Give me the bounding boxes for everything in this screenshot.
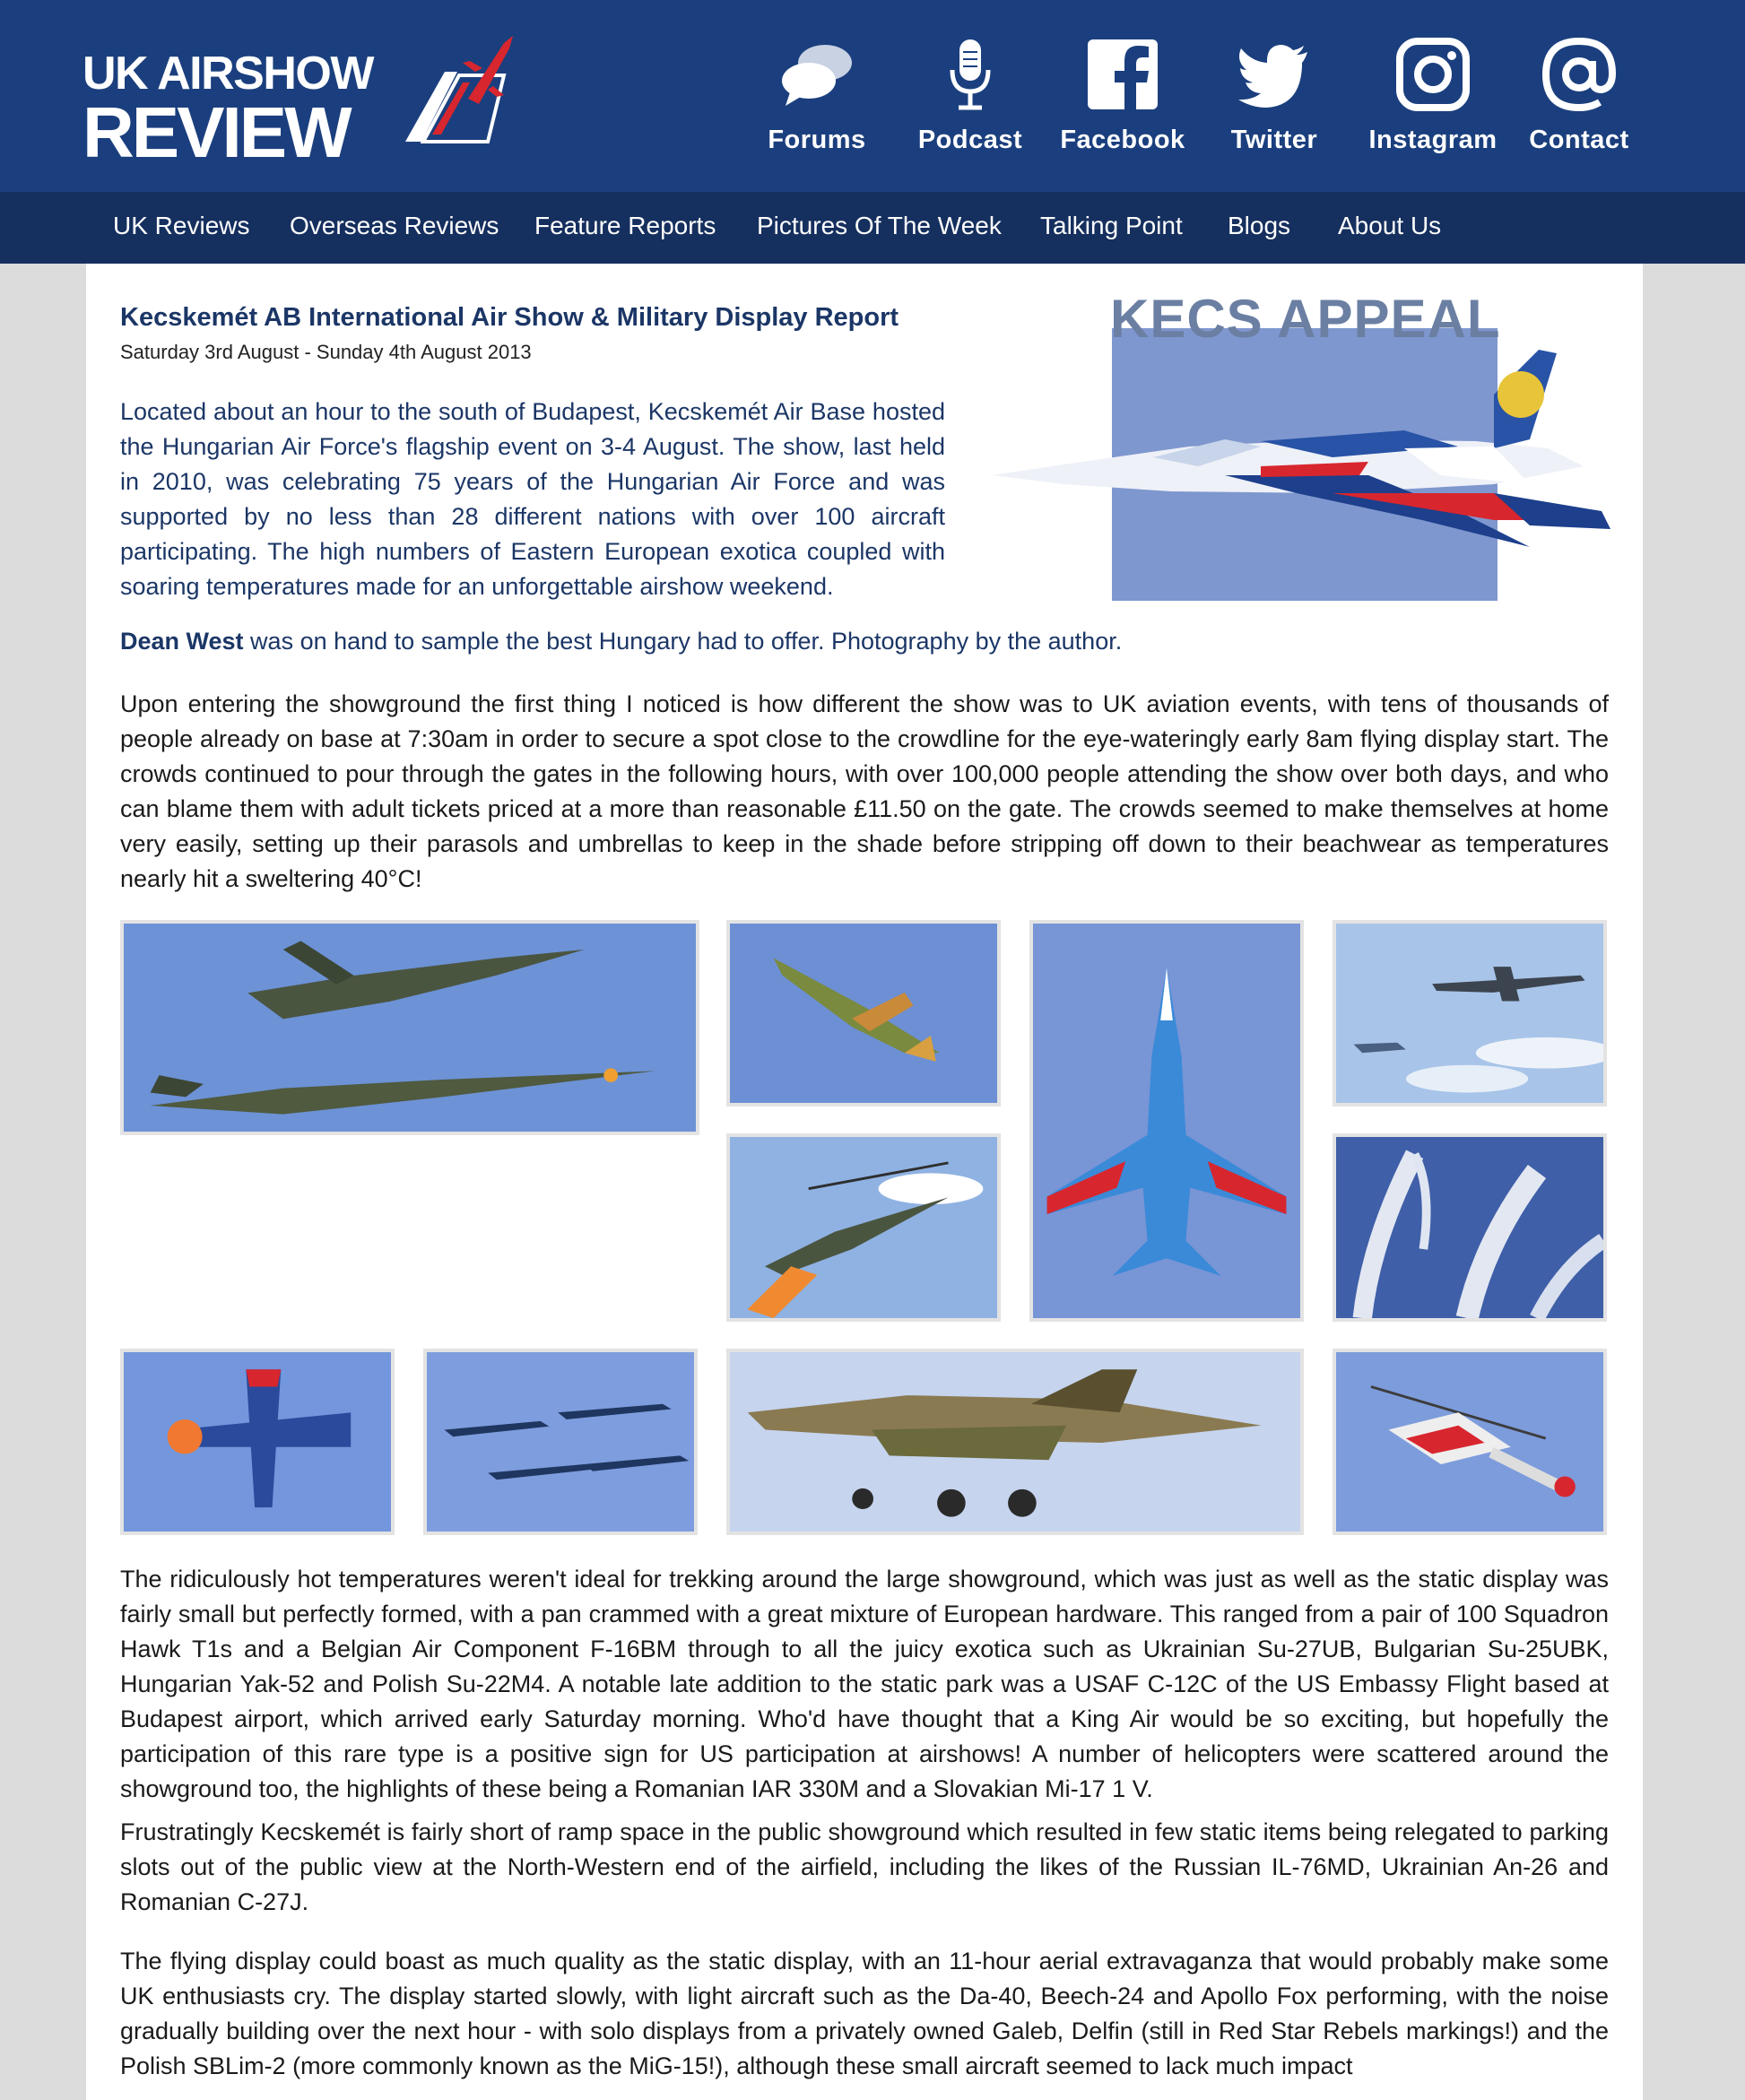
gallery-photo-mig21[interactable] [726, 920, 1001, 1106]
gallery-photo-jet-formation[interactable] [423, 1349, 698, 1535]
article-byline [120, 628, 1122, 655]
article-body [86, 264, 1643, 2100]
article-title: Kecskemét AB International Air Show & Military Display Report [120, 303, 899, 332]
su27-topview-image [1033, 924, 1300, 1318]
nav-feature-reports[interactable]: Feature Reports [534, 212, 716, 239]
logo-jet-icon [369, 36, 513, 152]
article-intro: Located about an hour to the south of Budapest, Kecskemét Air Base hosted the Hungarian Air Force's flagship event on 3-4 August. The show, last held in 2010, was celebrating 75 years of the Hungarian Air Force and was supported by no less than 28 different nations with over 100 aircraft participating. The high numbers of Eastern European exotica coupled with soaring temperatures made for an unforgettable airshow weekend. [120, 398, 945, 600]
chat-bubbles-icon [777, 34, 857, 115]
nav-uk-reviews[interactable]: UK Reviews [113, 212, 250, 239]
gallery-photo-helicopter[interactable] [1333, 1349, 1607, 1535]
header-link-contact[interactable] [1512, 34, 1646, 160]
nav-about-us[interactable]: About Us [1338, 212, 1442, 239]
gallery-photo-su27-topview[interactable] [1029, 920, 1304, 1322]
header-link-instagram[interactable] [1366, 34, 1500, 160]
site-logo[interactable] [82, 36, 513, 172]
gallery-photo-su25[interactable] [726, 1349, 1304, 1535]
main-nav [0, 192, 1745, 264]
header-link-forums[interactable] [750, 34, 884, 160]
at-sign-icon [1539, 34, 1619, 115]
article-paragraph-2: The ridiculously hot temperatures weren't ideal for trekking around the large showground, which was just as well as the static display was fairly small but perfectly formed, with a pan crammed with a great mixture of European hardware. This ranged from a pair of 100 Squadron Hawk T1s and a Belgian Air Component F-16BM through to all the juicy exotica such as Ukrainian Su-27UB, Bulgarian Su-25UBK, Hungarian Yak-52 and Polish Su-22M4. A notable late addition to the static park was a USAF C-12C of the US Embassy Flight based at Budapest airport, which arrived early Saturday morning. Who'd have thought that a King Air would be so exciting, but hopefully the participation of this rare type is a positive sign for US participation at airshows! A number of helicopters were scattered around the showground too, the highlights of these being a Romanian IAR 330M and a Slovakian Mi-17 1 V. [120, 1566, 1609, 1802]
header-link-facebook[interactable] [1055, 34, 1190, 160]
aerobatic-plane-image [124, 1352, 391, 1532]
hero-caption: KECS APPEAL [1110, 289, 1501, 349]
mi24-helicopter-image [730, 1137, 997, 1318]
nav-blogs[interactable]: Blogs [1228, 212, 1291, 239]
byline-text: was on hand to sample the best Hungary had to offer. Photography by the author. [243, 628, 1123, 655]
article-paragraph-3: Frustratingly Kecskemét is fairly short of ramp space in the public showground which resulted in few static items being relegated to parking slots out of the public view at the North-Western end of the airfield, including the likes of the Russian IL-76MD, Ukrainian An-26 and Romanian C-27J. [120, 1818, 1609, 1915]
microphone-icon [930, 34, 1011, 115]
hero-image [992, 287, 1610, 610]
instagram-icon [1393, 34, 1473, 115]
header-link-label: Twitter [1230, 126, 1318, 154]
jet-formation-image [427, 1352, 694, 1532]
gallery-photo-aerobatic-prop[interactable] [120, 1349, 395, 1535]
header-link-label: Facebook [1060, 126, 1185, 154]
logo-text-top: UK AIRSHOW [82, 48, 373, 100]
su25-image [730, 1352, 1300, 1532]
header-link-podcast[interactable] [903, 34, 1037, 160]
gallery-photo-smoke-display[interactable] [1333, 1133, 1607, 1322]
header-link-label: Forums [768, 126, 866, 154]
su22-pair-image [124, 924, 696, 1132]
article-date: Saturday 3rd August - Sunday 4th August 2013 [120, 341, 532, 363]
article-paragraph-1: Upon entering the showground the first thing I noticed is how different the show was to UK aviation events, with tens of thousands of people already on base at 7:30am in order to secure a spot close to the crowdline for the eye-wateringly early 8am flying display start. The crowds continued to pour through the gates in the following hours, with over 100,000 people attending the show over both days, and who can blame them with adult tickets priced at a more than reasonable £11.50 on the gate. The crowds seemed to make themselves at home very easily, setting up their parasols and umbrellas to keep in the shade before stripping off down to their beachwear as temperatures nearly hit a sweltering 40°C! [120, 690, 1609, 892]
nav-talking-point[interactable]: Talking Point [1040, 212, 1183, 239]
author-name[interactable]: Dean West [120, 628, 244, 655]
aw109-helicopter-image [1336, 1352, 1603, 1532]
su27-jet-image [992, 341, 1610, 610]
twitter-bird-icon [1234, 34, 1315, 115]
transport-aircraft-image [1336, 924, 1603, 1103]
facebook-icon [1082, 34, 1163, 115]
logo-text-bottom: REVIEW [82, 92, 350, 172]
gallery-photo-formation-transport[interactable] [1333, 920, 1607, 1106]
site-header [0, 0, 1745, 192]
header-link-label: Contact [1529, 126, 1629, 154]
smoke-trails-image [1336, 1137, 1603, 1318]
gallery-photo-su22-pair[interactable] [120, 920, 699, 1135]
gallery-photo-mi24-flares[interactable] [726, 1133, 1001, 1322]
article-paragraph-4: The flying display could boast as much quality as the static display, with an 11-hour aerial extravaganza that would probably make some UK enthusiasts cry. The display started slowly, with light aircraft such as the Da-40, Beech-24 and Apollo Fox performing, with the noise gradually building over the next hour - with solo displays from a privately owned Galeb, Delfin (still in Red Star Rebels markings!) and the Polish SBLim-2 (more commonly known as the MiG-15!), although these small aircraft seemed to lack much impact [120, 1948, 1609, 2079]
header-link-twitter[interactable] [1207, 34, 1341, 160]
nav-overseas-reviews[interactable]: Overseas Reviews [290, 212, 499, 239]
header-link-label: Instagram [1368, 126, 1498, 154]
nav-pictures-of-the-week[interactable]: Pictures Of The Week [757, 212, 1002, 239]
mig21-image [730, 924, 997, 1103]
header-link-label: Podcast [917, 126, 1023, 154]
